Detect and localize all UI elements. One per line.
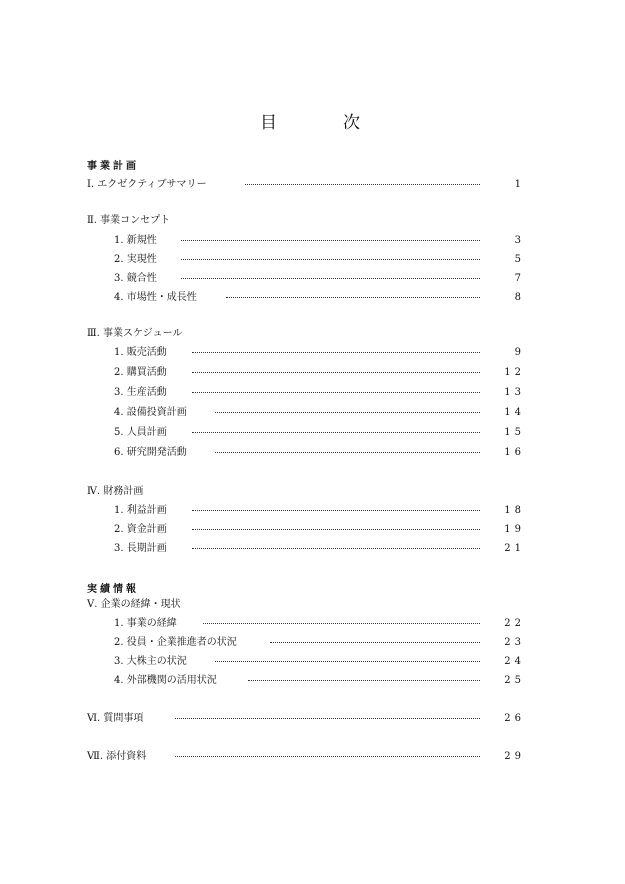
toc-entry[interactable] [0, 654, 625, 670]
toc-leader [226, 297, 480, 298]
toc-entry[interactable] [0, 749, 625, 765]
toc-label: 4. 市場性・成長性 [114, 290, 203, 306]
toc-label: Ⅰ. エクゼクティブサマリー [87, 177, 213, 193]
toc-entry[interactable] [0, 405, 625, 421]
toc-label: 1. 利益計画 [114, 503, 173, 519]
toc-entry[interactable] [0, 233, 625, 249]
toc-page-number: 7 [514, 273, 525, 284]
toc-leader [181, 259, 480, 260]
toc-label: 4. 外部機関の活用状況 [114, 673, 223, 689]
toc-page-number: 21 [504, 543, 525, 554]
toc-chapter[interactable] [0, 326, 625, 342]
toc-leader [192, 548, 480, 549]
toc-page-number: 22 [504, 618, 525, 629]
toc-leader [192, 510, 480, 511]
toc-page-number: 24 [504, 656, 525, 667]
toc-entry[interactable] [0, 711, 625, 727]
toc-label: 2. 役員・企業推進者の状況 [114, 635, 243, 651]
toc-page-number: 19 [504, 524, 525, 535]
toc-label: 3. 長期計画 [114, 541, 173, 557]
toc-label: Ⅳ. 財務計画 [87, 484, 149, 500]
toc-label: 2. 実現性 [114, 252, 163, 268]
toc-entry[interactable] [0, 503, 625, 519]
toc-chapter[interactable] [0, 597, 625, 613]
toc-leader [248, 680, 480, 681]
toc-page-number: 14 [504, 407, 525, 418]
toc-label: Ⅱ. 事業コンセプト [87, 213, 176, 229]
toc-label: 6. 研究開発活動 [114, 445, 193, 461]
toc-page-number: 1 [514, 179, 525, 190]
toc-entry[interactable] [0, 445, 625, 461]
toc-leader [175, 718, 480, 719]
toc-entry[interactable] [0, 616, 625, 632]
toc-chapter[interactable] [0, 484, 625, 500]
toc-leader [270, 642, 480, 643]
toc-label: 1. 新規性 [114, 233, 163, 249]
toc-label: 1. 販売活動 [114, 345, 173, 361]
toc-entry[interactable] [0, 635, 625, 651]
toc-leader [215, 661, 480, 662]
toc-entry[interactable] [0, 177, 625, 193]
section-heading-plan: 事業計画 [87, 161, 139, 172]
toc-page-number: 26 [504, 713, 525, 724]
toc-entry[interactable] [0, 365, 625, 381]
toc-page-number: 13 [504, 387, 525, 398]
toc-entry[interactable] [0, 252, 625, 268]
toc-entry[interactable] [0, 385, 625, 401]
toc-entry[interactable] [0, 290, 625, 306]
toc-leader [215, 412, 480, 413]
toc-page-number: 9 [514, 347, 525, 358]
toc-leader [245, 184, 480, 185]
toc-label: 4. 設備投資計画 [114, 405, 193, 421]
toc-label: Ⅵ. 質問事項 [87, 711, 149, 727]
toc-leader [192, 392, 480, 393]
toc-leader [203, 623, 480, 624]
toc-entry[interactable] [0, 541, 625, 557]
toc-page-number: 15 [504, 427, 525, 438]
toc-label: Ⅴ. 企業の経緯・現状 [87, 597, 187, 613]
title-right-char: 次 [343, 113, 360, 133]
toc-leader [192, 352, 480, 353]
toc-leader [192, 432, 480, 433]
toc-entry[interactable] [0, 271, 625, 287]
toc-page-number: 8 [514, 292, 525, 303]
toc-page-number: 16 [504, 447, 525, 458]
section-heading-results: 実績情報 [87, 584, 139, 595]
toc-page-number: 23 [504, 637, 525, 648]
toc-page-number: 25 [504, 675, 525, 686]
toc-page-number: 18 [504, 505, 525, 516]
toc-leader [181, 240, 480, 241]
toc-entry[interactable] [0, 425, 625, 441]
toc-label: Ⅲ. 事業スケジュール [87, 326, 188, 342]
toc-leader [192, 529, 480, 530]
toc-label: 3. 大株主の状況 [114, 654, 193, 670]
title-left-char: 目 [260, 113, 277, 133]
toc-leader [175, 756, 480, 757]
toc-leader [192, 372, 480, 373]
page-title [0, 108, 625, 132]
toc-page-number: 5 [514, 254, 525, 265]
toc-leader [215, 452, 480, 453]
toc-label: Ⅶ. 添付資料 [87, 749, 152, 765]
toc-label: 1. 事業の経緯 [114, 616, 183, 632]
toc-page-number: 29 [504, 751, 525, 762]
toc-page-number: 3 [514, 235, 525, 246]
toc-page-number: 12 [504, 367, 525, 378]
toc-label: 3. 競合性 [114, 271, 163, 287]
toc-leader [181, 278, 480, 279]
toc-entry[interactable] [0, 522, 625, 538]
toc-entry[interactable] [0, 673, 625, 689]
toc-label: 2. 資金計画 [114, 522, 173, 538]
toc-label: 5. 人員計画 [114, 425, 173, 441]
toc-label: 2. 購買活動 [114, 365, 173, 381]
toc-entry[interactable] [0, 345, 625, 361]
toc-label: 3. 生産活動 [114, 385, 173, 401]
toc-chapter[interactable] [0, 213, 625, 229]
